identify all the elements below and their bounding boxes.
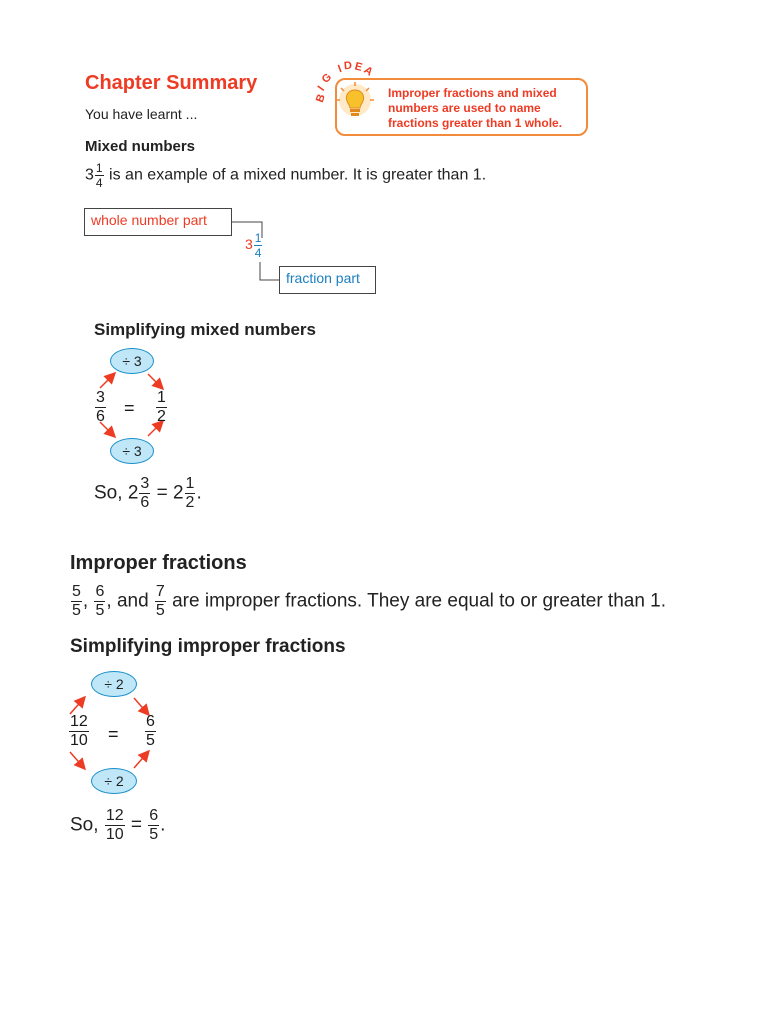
improper-so-line: So, $\frac{12}{10}$ = $\frac{6}{5}$ .: [70, 807, 166, 843]
example-fraction: $\frac{1}{4}$: [95, 161, 103, 190]
improper-equals: =: [108, 724, 119, 744]
svg-text:A: A: [361, 64, 375, 79]
mixed-number-example-line: [85, 162, 486, 189]
svg-text:I: I: [315, 83, 328, 94]
chapter-title: Chapter Summary: [85, 72, 258, 94]
divide-by-2-bottom-oval: ÷ 2: [91, 768, 137, 794]
whole-number-part-label: whole number part: [84, 208, 232, 236]
svg-text:E: E: [353, 60, 364, 74]
chapter-subtitle: You have learnt ...: [85, 106, 198, 122]
divide-by-2-top-oval: ÷ 2: [91, 671, 137, 697]
big-idea-text: Improper fractions and mixed numbers are used to name fractions greater than 1 whole.: [388, 86, 563, 130]
improper-fractions-heading: Improper fractions: [70, 552, 247, 574]
divide-by-3-bottom-oval: ÷ 3: [110, 438, 154, 464]
simplifying-improper-heading: Simplifying improper fractions: [70, 636, 346, 657]
svg-text:I: I: [336, 62, 344, 76]
mixed-numbers-heading: Mixed numbers: [85, 138, 196, 155]
improper-fractions-line: $\frac{5}{5}$ , $\frac{6}{5}$ , and $\frac{7}{5}$ are improper fractions. They are equal to or greater than 1.: [72, 583, 667, 619]
example-sentence: is an example of a mixed number. It is greater than 1.: [109, 166, 487, 184]
simplifying-mixed-heading: Simplifying mixed numbers: [94, 320, 316, 339]
svg-text:D: D: [343, 59, 353, 73]
svg-text:B: B: [313, 92, 328, 105]
example-whole: 3: [85, 166, 94, 184]
mixed-equals: =: [124, 398, 135, 418]
fraction-part-label: fraction part: [279, 266, 376, 294]
lightbulb-icon: [333, 80, 377, 124]
mixed-right-fraction: $\frac{1}{2}$: [157, 389, 166, 425]
mixed-left-fraction: $\frac{3}{6}$: [96, 389, 105, 425]
divide-by-3-top-oval: ÷ 3: [110, 348, 154, 374]
diagram-mixed-number: 3 $\frac{1}{4}$: [245, 231, 262, 260]
improper-left-fraction: $\frac{12}{10}$: [70, 713, 88, 749]
mixed-so-line: So, 2 $\frac{3}{6}$ = 2 $\frac{1}{2}$ .: [94, 475, 202, 511]
improper-right-fraction: $\frac{6}{5}$: [146, 713, 155, 749]
svg-text:G: G: [319, 71, 335, 86]
